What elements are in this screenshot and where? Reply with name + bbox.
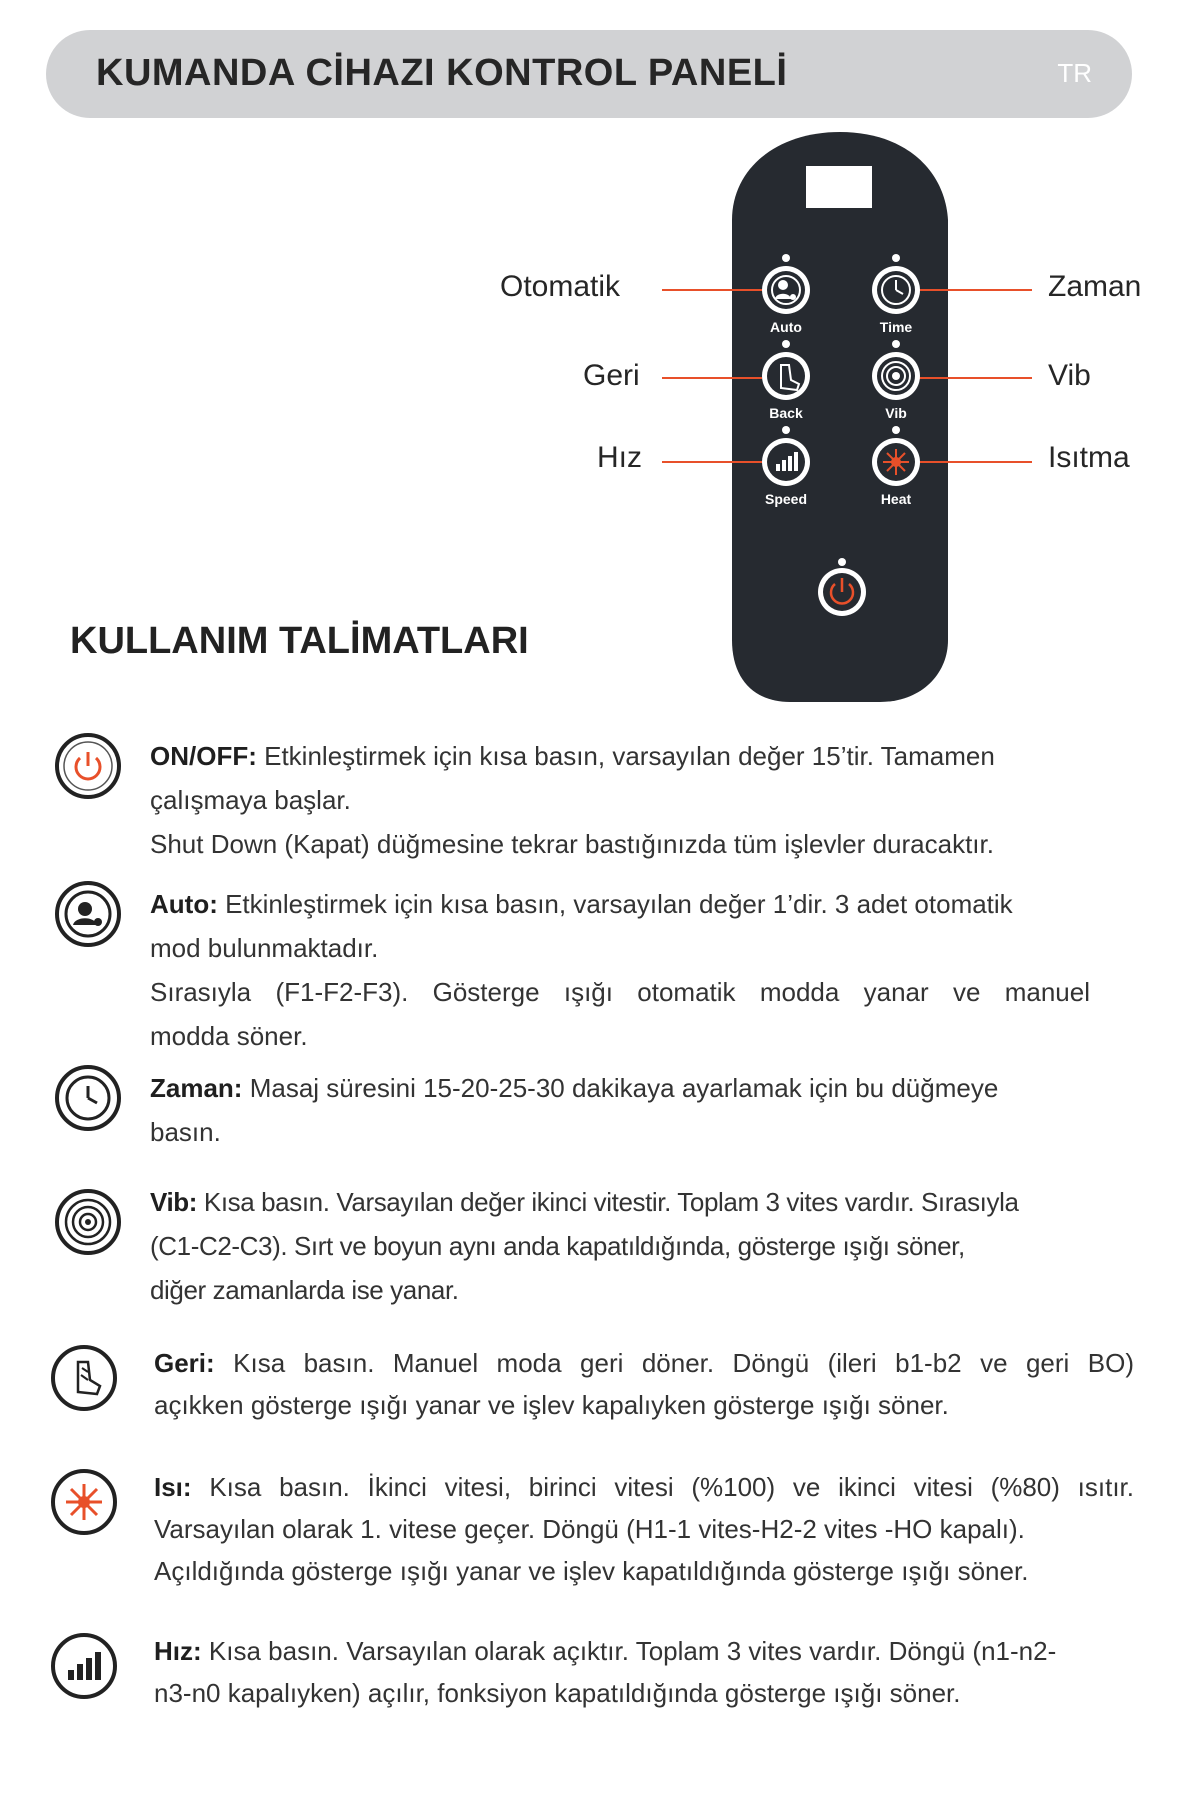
instruction-text: Etkinleştirmek için kısa basın, varsayılan değer 15’tir. Tamamen: [264, 741, 995, 771]
back-massage-icon: [48, 1342, 120, 1414]
instruction-label: Isı:: [154, 1472, 192, 1502]
instruction-text: Açıldığında gösterge ışığı yanar ve işlev kapatıldığında gösterge ışığı söner.: [154, 1556, 1029, 1586]
vib-button-caption: Vib: [885, 405, 907, 421]
instruction-text: modda söner.: [150, 1021, 308, 1051]
instruction-zaman: [150, 1066, 1090, 1154]
callout-otomatik: Otomatik: [500, 270, 621, 303]
speed-button-caption: Speed: [764, 491, 807, 507]
auto-button-caption: Auto: [770, 319, 802, 335]
instruction-text: Kısa basın. Varsayılan olarak açıktır. Toplam 3 vites vardır. Döngü (n1-n2-: [208, 1636, 1057, 1666]
language-badge: TR: [1057, 58, 1092, 88]
instruction-text: basın.: [150, 1117, 221, 1147]
instruction-text: Shut Down (Kapat) düğmesine tekrar bastığınızda tüm işlevler duracaktır.: [150, 829, 994, 859]
heat-icon: [48, 1466, 120, 1538]
instruction-text: Kısa basın. Manuel moda geri döner. Döngü (ileri b1-b2 ve geri BO): [233, 1348, 1134, 1378]
auto-mode-icon: [52, 878, 124, 950]
instructions-title: KULLANIM TALİMATLARI: [70, 620, 529, 662]
instruction-geri: [154, 1342, 1134, 1426]
power-icon: [52, 730, 124, 802]
instruction-auto: [150, 882, 1090, 1058]
instruction-text: diğer zamanlarda ise yanar.: [150, 1275, 459, 1305]
callout-geri: Geri: [583, 359, 640, 392]
instruction-label: Auto:: [150, 889, 218, 919]
instruction-label: Hız:: [154, 1636, 202, 1666]
instruction-text: açıkken gösterge ışığı yanar ve işlev kapalıyken gösterge ışığı söner.: [154, 1390, 949, 1420]
instruction-on-off: [150, 734, 1090, 866]
instruction-text: (C1-C2-C3). Sırt ve boyun aynı anda kapatıldığında, gösterge ışığı söner,: [150, 1231, 965, 1261]
instruction-label: Vib:: [150, 1187, 198, 1217]
callout-isitma: Isıtma: [1048, 441, 1130, 474]
instruction-text: n3-n0 kapalıyken) açılır, fonksiyon kapatıldığında gösterge ışığı söner.: [154, 1678, 961, 1708]
instruction-text: mod bulunmaktadır.: [150, 933, 379, 963]
clock-icon: [52, 1062, 124, 1134]
speed-bars-icon: [48, 1630, 120, 1702]
vibration-icon: [52, 1186, 124, 1258]
instruction-text: Varsayılan olarak 1. vitese geçer. Döngü (H1-1 vites-H2-2 vites -HO kapalı).: [154, 1514, 1025, 1544]
instruction-label: ON/OFF:: [150, 741, 257, 771]
instruction-text: Etkinleştirmek için kısa basın, varsayılan değer 1’dir. 3 adet otomatik: [225, 889, 1013, 919]
instruction-text: Masaj süresini 15-20-25-30 dakikaya ayarlamak için bu düğmeye: [249, 1073, 999, 1103]
callout-hiz: Hız: [597, 441, 642, 474]
instruction-hiz: [154, 1630, 1134, 1714]
instruction-text: Sırasıyla (F1-F2-F3). Gösterge ışığı otomatik modda yanar ve manuel: [150, 977, 1090, 1007]
instruction-text: Kısa basın. İkinci vitesi, birinci vitesi (%100) ve ikinci vitesi (%80) ısıtır.: [209, 1472, 1134, 1502]
back-button-caption: Back: [769, 405, 803, 421]
instruction-isi: [154, 1466, 1134, 1592]
page-title: KUMANDA CİHAZI KONTROL PANELİ: [96, 52, 788, 94]
time-button-caption: Time: [879, 319, 913, 335]
instruction-label: Geri:: [154, 1348, 215, 1378]
remote-display: [806, 166, 872, 208]
callout-zaman: Zaman: [1048, 270, 1142, 303]
heat-button-caption: Heat: [880, 491, 912, 507]
instruction-vib: [150, 1180, 1090, 1312]
instruction-label: Zaman:: [150, 1073, 243, 1103]
instruction-text: Kısa basın. Varsayılan değer ikinci vitestir. Toplam 3 vites vardır. Sırasıyla: [203, 1187, 1019, 1217]
callout-vib: Vib: [1048, 359, 1091, 392]
instruction-text: çalışmaya başlar.: [150, 785, 351, 815]
